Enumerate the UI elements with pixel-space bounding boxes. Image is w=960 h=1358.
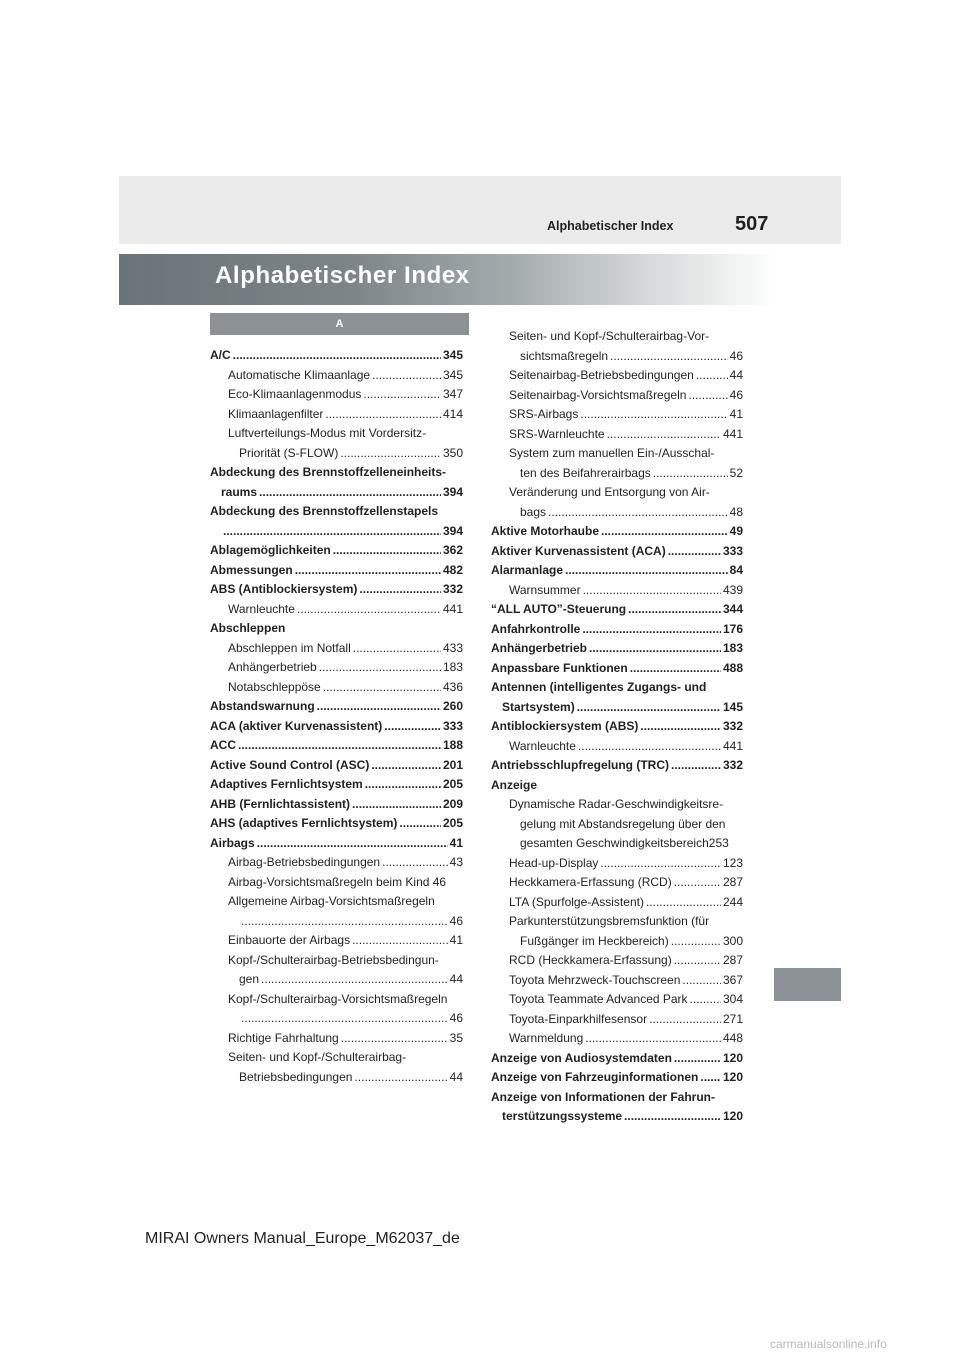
dot-leader: [384, 717, 441, 737]
index-entry-text: System zum manuellen Ein-/Ausschal-: [509, 446, 715, 460]
dot-leader: [363, 385, 441, 405]
index-entry-text: Antiblockiersystem (ABS): [491, 719, 639, 733]
chapter-side-tab: [774, 968, 841, 1001]
index-entry-text: Aktive Motorhaube: [491, 524, 600, 538]
index-entry: [210, 1009, 463, 1029]
dot-leader: [671, 932, 721, 952]
index-entry-page: 441: [722, 426, 743, 441]
index-entry-page: 35: [449, 1030, 463, 1045]
footer-text: MIRAI Owners Manual_Europe_M62037_de: [145, 1230, 460, 1247]
index-entry-text: Abschleppen im Notfall: [228, 640, 351, 655]
index-entry-page: 441: [722, 738, 743, 753]
index-entry-page: 414: [442, 406, 463, 421]
dot-leader: [578, 737, 721, 757]
index-entry-text: Luftverteilungs-Modus mit Vordersitz-: [228, 426, 427, 440]
index-entry: [210, 1068, 463, 1088]
index-entry-page: 344: [722, 602, 743, 616]
index-entry-text: gesamten Geschwindigkeitsbereich253: [520, 836, 729, 850]
index-entry-text: Heckkamera-Erfassung (RCD): [509, 875, 672, 889]
dot-leader: [682, 971, 721, 991]
index-entry-page: 244: [722, 894, 743, 909]
index-entry-text: Seitenairbag-Vorsichtsmaßregeln: [509, 387, 687, 402]
index-entry-text: Seiten- und Kopf-/Schulterairbag-: [228, 1050, 407, 1064]
index-entry-text: Antriebsschlupfregelung (TRC): [491, 758, 670, 772]
index-entry-text: Airbags: [210, 835, 255, 850]
index-entry-text: Allgemeine Airbag-Vorsichtsmaßregeln: [228, 894, 435, 908]
page-number: 507: [735, 213, 769, 235]
index-entry-text: A/C: [210, 348, 231, 362]
index-entry-page: 41: [729, 407, 743, 421]
index-entry-page: 44: [449, 972, 463, 986]
index-entry-page: 201: [442, 757, 463, 772]
index-entry: [491, 561, 743, 581]
index-entry-text: Toyota Mehrzweck-Touchscreen: [509, 972, 681, 987]
index-entry: [210, 385, 463, 405]
index-entry: [491, 951, 743, 971]
index-entry: [210, 756, 463, 776]
watermark-text: carmanualsonline.info: [770, 1337, 887, 1351]
index-entry-page: 52: [729, 465, 743, 480]
title-bar: [119, 254, 779, 305]
index-entry-text: gen: [239, 972, 260, 986]
dot-leader: [325, 405, 441, 425]
index-entry-text: Airbag-Vorsichtsmaßregeln beim Kind 46: [228, 874, 447, 889]
index-entry-page: 347: [442, 387, 463, 401]
index-entry-text: Warnsummer: [509, 582, 581, 597]
index-entry-page: 49: [729, 524, 743, 538]
dot-leader: [323, 678, 441, 698]
index-entry-page: 287: [722, 875, 743, 889]
dot-leader: [624, 1107, 721, 1127]
index-entry-page: 183: [722, 641, 743, 655]
index-entry: [491, 1068, 743, 1088]
dot-leader: [352, 795, 441, 815]
index-entry-text: Anzeige von Informationen der Fahrun-: [491, 1089, 716, 1104]
index-entry: [210, 463, 463, 483]
index-entry: [210, 678, 463, 698]
index-entry: [491, 1107, 743, 1127]
dot-leader: [565, 561, 728, 581]
dot-leader: [359, 580, 441, 600]
index-entry-text: sichtsmaßregeln: [520, 348, 609, 363]
index-entry-page: 436: [442, 679, 463, 694]
index-entry: [210, 522, 463, 542]
index-entry-text: Abstandswarnung: [210, 699, 315, 713]
index-entry-text: Alarmanlage: [491, 563, 564, 577]
index-entry-page: 488: [722, 660, 743, 675]
index-entry-text: RCD (Heckkamera-Erfassung): [509, 953, 672, 967]
index-entry-page: 271: [722, 1011, 743, 1026]
index-entry-page: 46: [449, 913, 463, 928]
index-entry-page: 120: [722, 1050, 743, 1065]
index-entry-page: 482: [442, 562, 463, 577]
index-entry-page: 394: [442, 484, 463, 499]
index-entry: [210, 600, 463, 620]
index-entry: [491, 327, 743, 347]
index-entry: [491, 1010, 743, 1030]
index-entry-text: ABS (Antiblockiersystem): [210, 582, 358, 596]
dot-leader: [399, 814, 441, 834]
dot-leader: [674, 873, 721, 893]
index-entry-text: Warnmeldung: [509, 1031, 584, 1045]
dot-leader: [601, 522, 728, 542]
dot-leader: [696, 366, 728, 386]
index-entry-text: Notabschleppöse: [228, 679, 321, 694]
dot-leader: [233, 346, 441, 366]
header-band: [119, 176, 841, 244]
index-entry: [210, 892, 463, 912]
index-entry-text: Aktiver Kurvenassistent (ACA): [491, 543, 666, 558]
index-entry-page: 345: [442, 348, 463, 362]
index-entry: [491, 620, 743, 640]
dot-leader: [700, 1068, 721, 1088]
index-entry: [491, 1049, 743, 1069]
index-entry-page: 120: [722, 1070, 743, 1084]
dot-leader: [295, 561, 441, 581]
dot-leader: [653, 464, 728, 484]
index-entry: [210, 483, 463, 503]
dot-leader: [340, 444, 441, 464]
index-entry-text: Head-up-Display: [509, 855, 599, 870]
index-entry-page: 43: [449, 855, 463, 869]
index-entry-text: Klimaanlagenfilter: [228, 406, 324, 421]
index-entry-text: ACA (aktiver Kurvenassistent): [210, 718, 383, 733]
index-entry: [491, 873, 743, 893]
index-entry-text: Warnleuchte: [509, 738, 576, 753]
dot-leader: [261, 970, 448, 990]
index-entry-page: 205: [442, 816, 463, 830]
index-entry-text: Priorität (S-FLOW): [239, 445, 339, 460]
index-entry-page: 46: [729, 387, 743, 402]
dot-leader: [690, 990, 721, 1010]
index-entry: [210, 444, 463, 464]
index-entry-text: Seiten- und Kopf-/Schulterairbag-Vor-: [509, 329, 710, 343]
dot-leader: [668, 542, 721, 562]
index-entry-text: Kopf-/Schulterairbag-Betriebsbedingun-: [228, 952, 439, 967]
dot-leader: [589, 639, 721, 659]
index-entry-page: 44: [449, 1069, 463, 1084]
index-entry-text: Adaptives Fernlichtsystem: [210, 777, 363, 791]
dot-leader: [674, 951, 721, 971]
index-entry: [491, 893, 743, 913]
index-entry: [210, 697, 463, 717]
index-entry: [491, 932, 743, 952]
index-entry-page: 209: [442, 796, 463, 811]
index-entry: [491, 1029, 743, 1049]
dot-leader: [600, 854, 721, 874]
index-entry-page: 300: [722, 933, 743, 948]
index-column-right: [491, 327, 743, 1127]
index-entry-page: 123: [722, 855, 743, 870]
dot-leader: [382, 853, 448, 873]
dot-leader: [241, 912, 448, 932]
index-entry-text: bags: [520, 504, 547, 519]
dot-leader: [372, 366, 441, 386]
dot-leader: [649, 1010, 721, 1030]
dot-leader: [365, 775, 441, 795]
section-letter-header: A: [210, 313, 469, 335]
index-entry: [210, 912, 463, 932]
index-entry: [491, 756, 743, 776]
index-entry-text: Abdeckung des Brennstoffzelleneinheits-: [210, 465, 447, 479]
index-entry-text: gelung mit Abstandsregelung über den: [520, 816, 726, 831]
dot-leader: [607, 425, 721, 445]
index-entry-page: 362: [442, 543, 463, 557]
dot-leader: [582, 620, 721, 640]
index-entry: [491, 503, 743, 523]
index-entry: [491, 815, 743, 835]
dot-leader: [630, 659, 721, 679]
index-entry-text: Abmessungen: [210, 562, 293, 577]
dot-leader: [674, 1049, 721, 1069]
index-entry-page: 333: [722, 543, 743, 558]
index-entry-page: 48: [729, 504, 743, 519]
index-entry-page: 304: [722, 992, 743, 1006]
index-entry-text: Veränderung und Entsorgung von Air-: [509, 485, 710, 499]
index-entry-text: Betriebsbedingungen: [239, 1069, 353, 1084]
index-entry-text: Anfahrkontrolle: [491, 621, 581, 636]
index-entry: [491, 912, 743, 932]
index-entry: [491, 405, 743, 425]
index-entry-text: SRS-Airbags: [509, 407, 579, 421]
dot-leader: [333, 541, 441, 561]
dot-leader: [317, 697, 441, 717]
index-entry: [491, 854, 743, 874]
index-entry-text: Ablagemöglichkeiten: [210, 543, 331, 557]
dot-leader: [640, 717, 721, 737]
index-entry-text: Active Sound Control (ASC): [210, 757, 370, 772]
index-entry-page: 41: [449, 933, 463, 947]
page-title: Alphabetischer Index: [215, 262, 470, 289]
index-entry: [491, 522, 743, 542]
dot-leader: [610, 347, 728, 367]
index-entry: [210, 775, 463, 795]
index-entry: [210, 561, 463, 581]
index-entry-page: 120: [722, 1109, 743, 1123]
index-entry-page: 188: [442, 738, 463, 752]
dot-leader: [319, 658, 441, 678]
index-entry-text: Abschleppen: [210, 621, 286, 635]
index-entry: [210, 990, 463, 1010]
index-entry-page: 332: [722, 719, 743, 733]
index-entry: [210, 639, 463, 659]
dot-leader: [628, 600, 721, 620]
index-entry: [491, 698, 743, 718]
index-entry-text: Anzeige von Fahrzeuginformationen: [491, 1070, 699, 1084]
index-entry-page: 44: [729, 368, 743, 382]
index-entry: [491, 581, 743, 601]
index-entry: [491, 464, 743, 484]
index-entry-page: 260: [442, 699, 463, 713]
index-entry: [491, 600, 743, 620]
index-entry: [491, 776, 743, 796]
index-entry-page: 46: [729, 348, 743, 363]
index-entry-page: 183: [442, 660, 463, 674]
index-entry: [491, 347, 743, 367]
index-entry: [210, 1029, 463, 1049]
index-entry: [491, 1088, 743, 1108]
index-entry-page: 145: [722, 699, 743, 714]
index-entry-text: Richtige Fahrhaltung: [228, 1030, 339, 1045]
index-entry-page: 439: [722, 582, 743, 597]
index-entry-page: 345: [442, 367, 463, 382]
index-entry: [210, 580, 463, 600]
index-entry: [491, 990, 743, 1010]
index-column-left: [210, 346, 463, 1087]
index-entry-text: ten des Beifahrerairbags: [520, 465, 651, 480]
dot-leader: [585, 1029, 721, 1049]
index-entry: [491, 366, 743, 386]
index-entry: [491, 542, 743, 562]
index-entry-page: 176: [722, 621, 743, 636]
index-entry: [491, 971, 743, 991]
index-entry: [210, 541, 463, 561]
index-entry-page: 41: [449, 835, 463, 850]
index-entry-text: Airbag-Betriebsbedingungen: [228, 855, 381, 869]
index-entry: [210, 502, 463, 522]
index-entry-text: raums: [221, 484, 258, 499]
index-entry: [491, 795, 743, 815]
dot-leader: [583, 581, 721, 601]
index-entry: [210, 405, 463, 425]
index-entry: [210, 814, 463, 834]
index-entry: [210, 717, 463, 737]
dot-leader: [371, 756, 441, 776]
dot-leader: [354, 1068, 447, 1088]
dot-leader: [353, 639, 441, 659]
index-entry-text: AHS (adaptives Fernlichtsystem): [210, 816, 398, 830]
dot-leader: [688, 386, 727, 406]
running-header-title: Alphabetischer Index: [547, 219, 674, 233]
index-entry: [210, 366, 463, 386]
index-entry-page: 367: [722, 972, 743, 987]
index-entry-text: Anzeige: [491, 777, 538, 792]
index-entry: [210, 424, 463, 444]
index-entry-page: 394: [442, 523, 463, 538]
index-entry-text: Warnleuchte: [228, 601, 295, 616]
dot-leader: [238, 736, 441, 756]
index-entry: [491, 737, 743, 757]
index-entry-text: LTA (Spurfolge-Assistent): [509, 894, 644, 909]
index-entry-text: Anhängerbetrieb: [228, 660, 317, 674]
index-entry: [491, 659, 743, 679]
index-entry-page: 448: [722, 1031, 743, 1045]
index-entry: [491, 834, 743, 854]
index-entry: [491, 444, 743, 464]
index-entry: [491, 639, 743, 659]
index-entry-page: 84: [729, 563, 743, 577]
dot-leader: [646, 893, 721, 913]
dot-leader: [259, 483, 441, 503]
index-entry-text: Anzeige von Audiosystemdaten: [491, 1050, 672, 1065]
index-entry: [210, 736, 463, 756]
index-entry-text: Parkunterstützungsbremsfunktion (für: [509, 914, 710, 928]
dot-leader: [580, 405, 727, 425]
index-entry-page: 332: [722, 758, 743, 772]
index-entry-text: Kopf-/Schulterairbag-Vorsichtsmaßregeln: [228, 991, 448, 1006]
dot-leader: [241, 1009, 448, 1029]
index-entry-text: AHB (Fernlichtassistent): [210, 796, 351, 811]
index-entry: [210, 970, 463, 990]
index-entry-text: terstützungssysteme: [502, 1109, 623, 1123]
index-entry-page: 46: [449, 1011, 463, 1025]
index-entry: [491, 678, 743, 698]
index-entry-page: 350: [442, 445, 463, 460]
dot-leader: [223, 522, 441, 542]
index-entry-page: 433: [442, 640, 463, 655]
index-entry-page: 332: [442, 582, 463, 596]
index-entry-text: Fußgänger im Heckbereich): [520, 933, 669, 948]
index-entry: [491, 425, 743, 445]
dot-leader: [257, 834, 448, 854]
index-entry-text: Toyota Teammate Advanced Park: [509, 992, 688, 1006]
index-entry-text: “ALL AUTO”-Steuerung: [491, 602, 627, 616]
index-entry: [210, 619, 463, 639]
index-entry-text: Einbauorte der Airbags: [228, 933, 351, 947]
index-entry-text: Anhängerbetrieb: [491, 641, 588, 655]
index-entry-text: Automatische Klimaanlage: [228, 367, 371, 382]
index-entry-page: 287: [722, 953, 743, 967]
dot-leader: [352, 931, 448, 951]
index-entry: [210, 795, 463, 815]
dot-leader: [297, 600, 441, 620]
index-entry-page: 441: [442, 601, 463, 616]
dot-leader: [671, 756, 721, 776]
index-entry-text: Antennen (intelligentes Zugangs- und: [491, 680, 707, 694]
index-entry-text: Anpassbare Funktionen: [491, 660, 628, 675]
index-entry: [491, 483, 743, 503]
index-entry: [210, 1048, 463, 1068]
index-entry: [491, 717, 743, 737]
index-entry: [210, 834, 463, 854]
index-entry: [210, 346, 463, 366]
index-entry-text: Startsystem): [502, 699, 575, 714]
index-entry-page: 333: [442, 718, 463, 733]
index-entry-text: Eco-Klimaanlagenmodus: [228, 387, 362, 401]
index-entry: [210, 951, 463, 971]
index-entry-page: 205: [442, 777, 463, 791]
dot-leader: [341, 1029, 448, 1049]
index-entry-text: Abdeckung des Brennstoffzellenstapels: [210, 504, 439, 518]
index-entry: [210, 931, 463, 951]
index-entry-text: Toyota-Einparkhilfesensor: [509, 1011, 648, 1026]
index-entry: [491, 386, 743, 406]
index-entry: [210, 873, 463, 893]
index-entry: [210, 853, 463, 873]
index-entry-text: ACC: [210, 738, 236, 752]
index-entry-text: SRS-Warnleuchte: [509, 426, 605, 441]
index-entry-text: Seitenairbag-Betriebsbedingungen: [509, 368, 694, 382]
index-entry: [210, 658, 463, 678]
dot-leader: [548, 503, 728, 523]
index-entry-text: Dynamische Radar-Geschwindigkeitsre-: [509, 797, 724, 811]
dot-leader: [577, 698, 721, 718]
